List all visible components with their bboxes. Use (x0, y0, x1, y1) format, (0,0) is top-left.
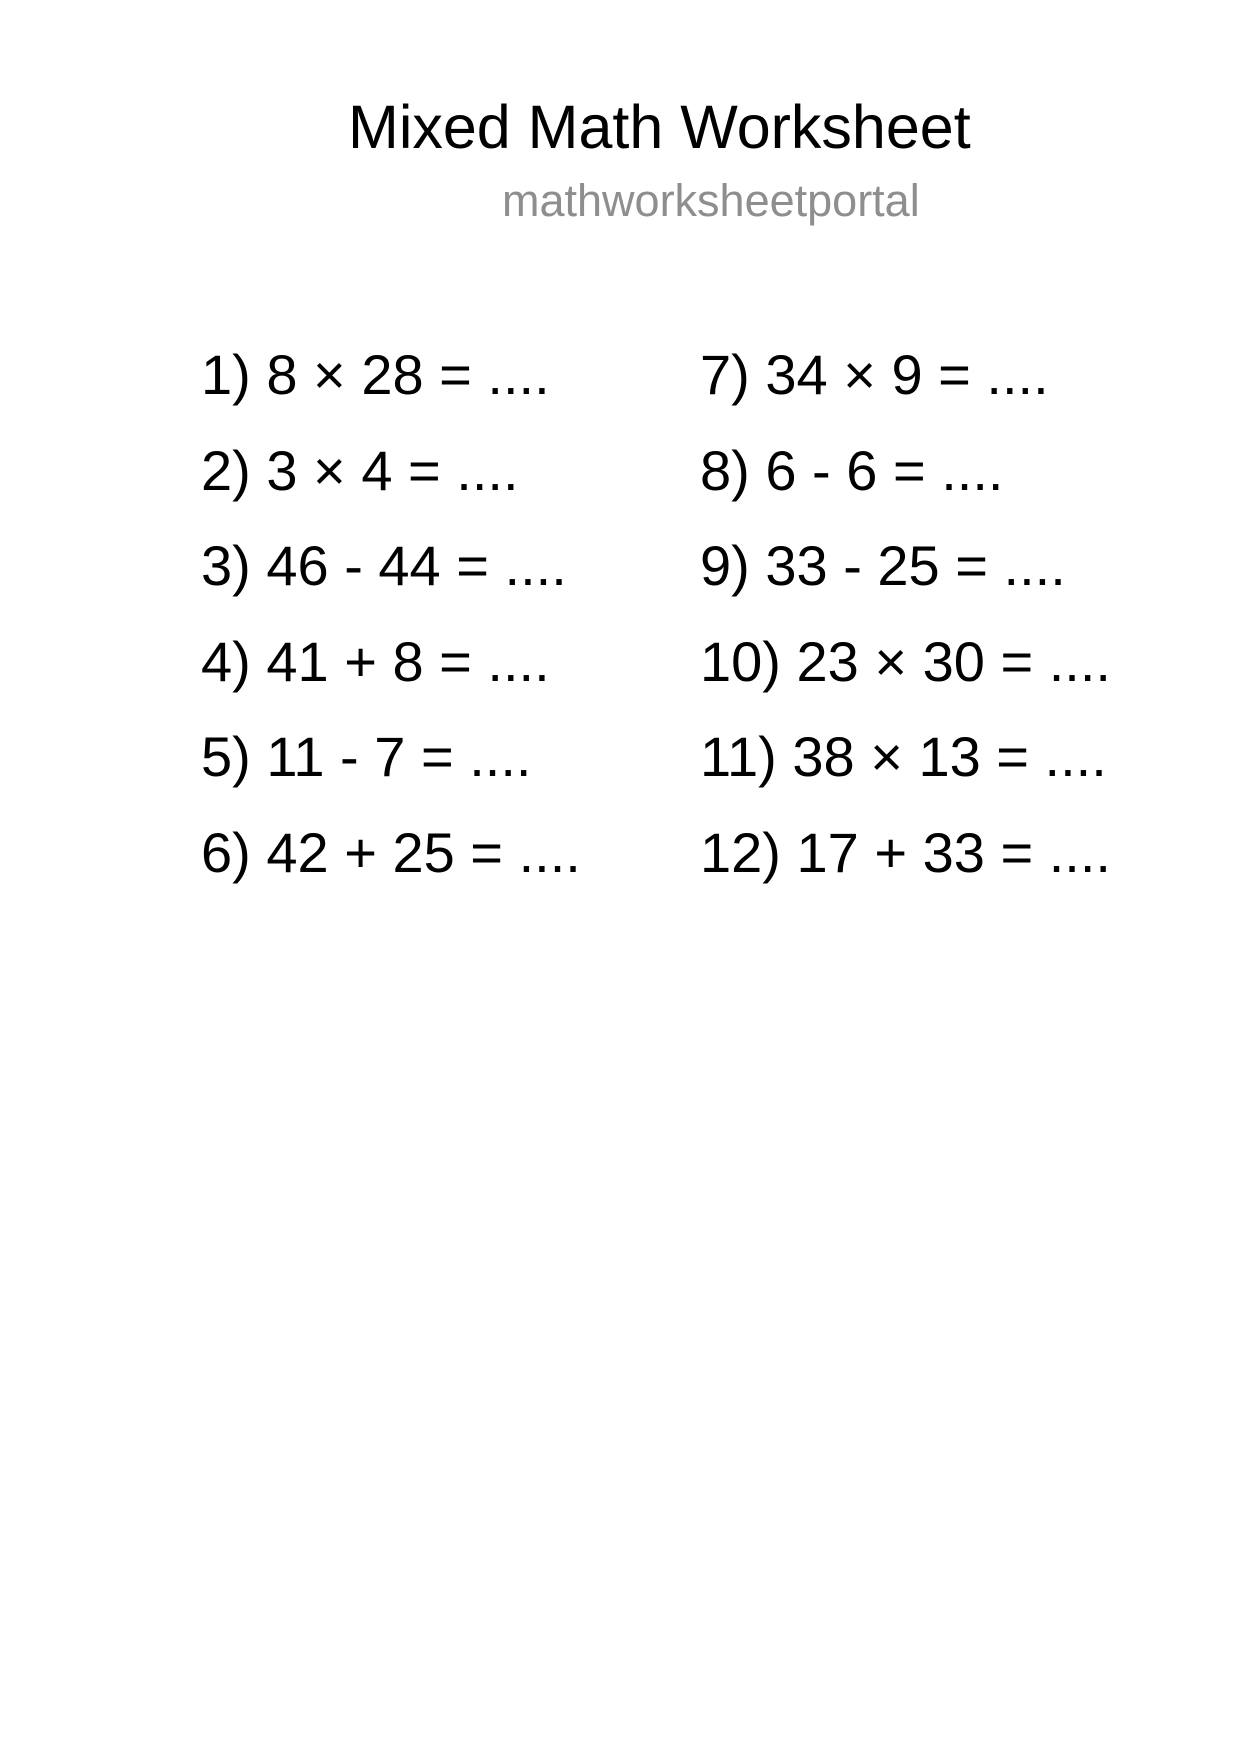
problem-3: 3) 46 - 44 = .... (201, 534, 567, 597)
problem-5: 5) 11 - 7 = .... (201, 725, 532, 788)
problem-9: 9) 33 - 25 = .... (700, 534, 1066, 597)
problem-4: 4) 41 + 8 = .... (201, 629, 550, 693)
problems-column-left (201, 327, 581, 900)
problem-7: 7) 34 × 9 = .... (700, 343, 1049, 406)
problems-column-right (700, 327, 1111, 900)
worksheet-title: Mixed Math Worksheet (348, 93, 971, 161)
problem-1: 1) 8 × 28 = .... (201, 343, 550, 406)
problem-8: 8) 6 - 6 = .... (700, 438, 1004, 502)
problem-10: 10) 23 × 30 = .... (700, 629, 1111, 693)
problem-6: 6) 42 + 25 = .... (201, 820, 581, 884)
problem-12: 12) 17 + 33 = .... (700, 820, 1111, 884)
worksheet-source: mathworksheetportal (502, 175, 920, 226)
problem-11: 11) 38 × 13 = .... (700, 725, 1107, 788)
problem-2: 2) 3 × 4 = .... (201, 438, 519, 502)
